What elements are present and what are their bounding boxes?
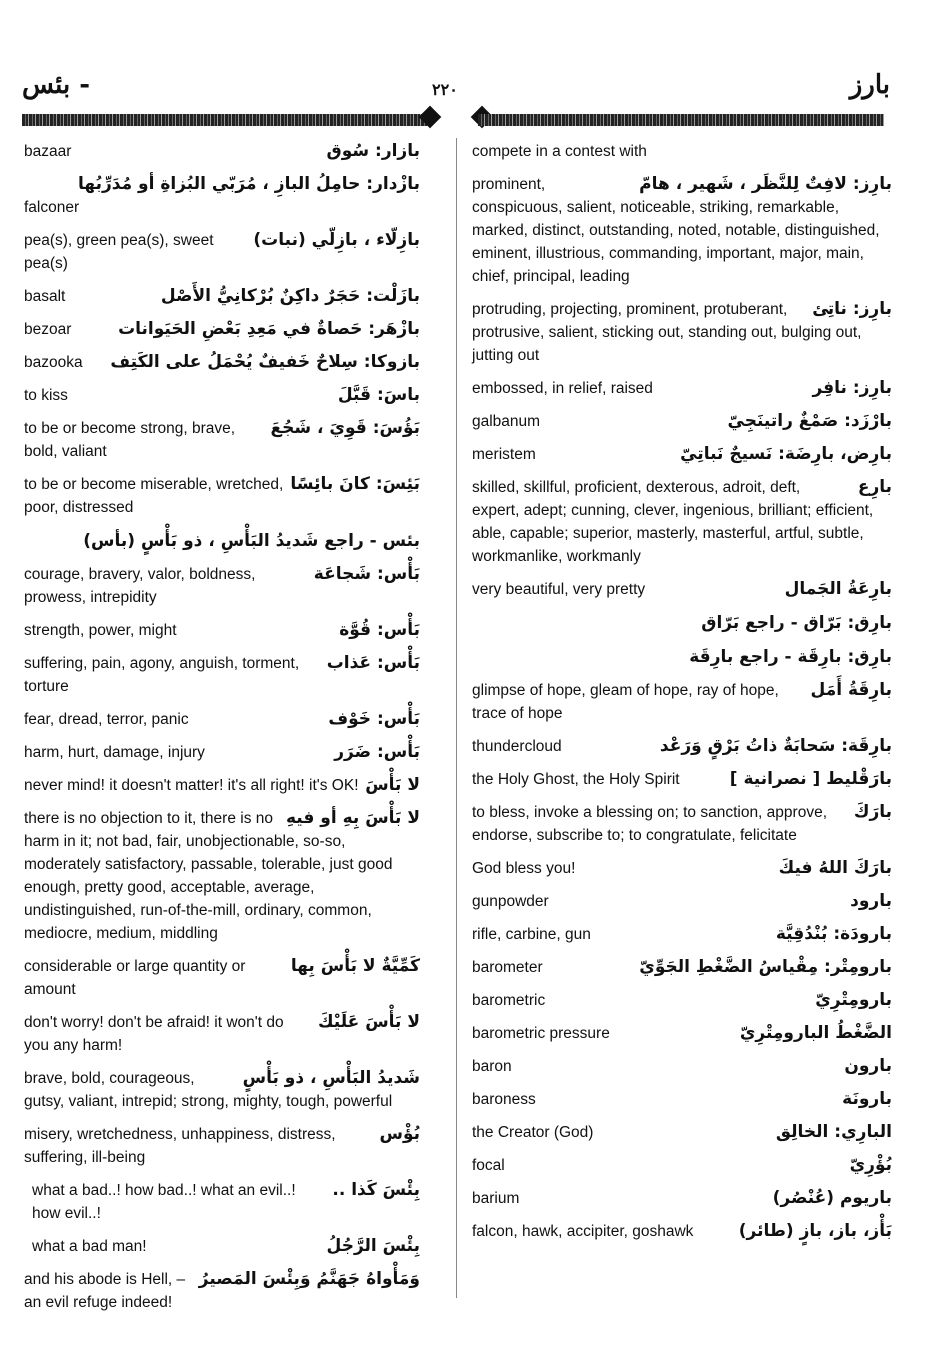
arabic-headword: الضَّغْطُ البارومِتْرِيّ <box>739 1023 892 1043</box>
dictionary-entry-arabic: بارِق: بَرّاق - راجع بَرّاق <box>701 613 892 633</box>
english-definition: what a bad..! how bad..! what an evil..! how evil..! <box>32 1182 296 1222</box>
arabic-headword: بِئْسَ كَذا .. <box>332 1180 420 1200</box>
dictionary-entry <box>472 578 892 601</box>
column-divider <box>456 138 457 1298</box>
arabic-headword: بَأْس: خَوْف <box>328 709 420 729</box>
english-definition: don't worry! don't be afraid! it won't do you any harm! <box>24 1014 284 1054</box>
arabic-headword: شَديدُ البَأْسِ ، ذو بَأْسٍ <box>242 1068 420 1088</box>
dictionary-entry <box>472 735 892 758</box>
english-definition: suffering, pain, agony, anguish, torment, torture <box>24 655 300 695</box>
arabic-headword: لا بَأْسَ <box>365 775 420 795</box>
arabic-headword: بارِض، بارِضَة: نَسيجٌ نَباتِيّ <box>680 444 892 464</box>
english-definition: falconer <box>24 199 80 216</box>
dictionary-entry-arabic: بارِق: بارِقَة - راجع بارِقَة <box>689 647 892 667</box>
dictionary-entry <box>24 318 420 341</box>
english-definition: thundercloud <box>472 738 562 755</box>
english-definition: gunpowder <box>472 893 549 910</box>
english-definition: God bless you! <box>472 860 576 877</box>
arabic-headword: بارَقْليط [ نصرانية ] <box>729 769 892 789</box>
dictionary-entry-arabic: بئس - راجع شَديدُ البَأْسِ ، ذو بَأْسٍ (بأس) <box>83 531 420 551</box>
dictionary-entry <box>24 741 420 764</box>
dictionary-entry <box>472 443 892 466</box>
dictionary-entry <box>24 708 420 731</box>
arabic-headword: بُؤْرِيّ <box>849 1155 892 1175</box>
arabic-headword: بارومِتْرِيّ <box>815 990 892 1010</box>
dictionary-entry <box>472 857 892 880</box>
english-definition: to kiss <box>24 387 68 404</box>
dictionary-entry <box>24 140 420 163</box>
dictionary-entry <box>472 1055 892 1078</box>
arabic-headword: بازَلْت: حَجَرٌ داكِنٌ بُرْكانِيُّ الأَصْل <box>160 286 420 306</box>
english-definition: glimpse of hope, gleam of hope, ray of hope, trace of hope <box>472 682 779 722</box>
dictionary-entry <box>24 652 420 698</box>
arabic-headword: بِئْسَ الرَّجُلُ <box>326 1236 420 1256</box>
dictionary-entry <box>24 417 420 463</box>
dictionary-entry <box>472 1088 892 1111</box>
arabic-headword: بارِز: ناتِئ <box>812 299 892 319</box>
dictionary-entry <box>24 1179 420 1225</box>
dictionary-entry <box>472 801 892 847</box>
arabic-headword: بَأْز، باز، بازٍ (طائر) <box>738 1221 892 1241</box>
dictionary-entry <box>24 351 420 374</box>
english-definition: baron <box>472 1058 512 1075</box>
english-definition: what a bad man! <box>32 1238 147 1255</box>
dictionary-entry <box>472 1220 892 1243</box>
header-right-word: بارز <box>849 70 890 100</box>
dictionary-entry <box>24 563 420 609</box>
arabic-headword: بارِقَةُ أَمَل <box>810 680 892 700</box>
dictionary-entry <box>24 285 420 308</box>
arabic-headword: لا بَأْسَ بِهِ أو فيهِ <box>285 808 420 828</box>
arabic-headword: بَأْس: قُوَّة <box>339 620 420 640</box>
english-definition: meristem <box>472 446 536 463</box>
dictionary-entry <box>24 1268 420 1314</box>
english-definition: barometric <box>472 992 546 1009</box>
arabic-headword: بارون <box>844 1056 892 1076</box>
english-definition: basalt <box>24 288 66 305</box>
english-definition: never mind! it doesn't matter! it's all right! it's OK! <box>24 777 359 794</box>
arabic-headword: بارِعَةُ الجَمال <box>784 579 892 599</box>
dictionary-entry <box>472 1121 892 1144</box>
arabic-headword: بازوكا: سِلاحٌ خَفيفٌ يُحْمَلُ على الكَتِف <box>110 352 420 372</box>
english-definition: bazaar <box>24 143 72 160</box>
english-definition: baroness <box>472 1091 536 1108</box>
arabic-headword: بَأْس: شَجاعَة <box>313 564 420 584</box>
english-definition: barium <box>472 1190 520 1207</box>
page-number: ٢٢٠ <box>432 80 458 99</box>
arabic-headword: بارِع <box>857 477 892 497</box>
english-definition: the Creator (God) <box>472 1124 594 1141</box>
dictionary-entry <box>472 1022 892 1045</box>
dictionary-entry <box>472 377 892 400</box>
english-definition: strength, power, might <box>24 622 177 639</box>
arabic-headword: بارَكَ اللهُ فيكَ <box>778 858 892 878</box>
english-definition: courage, bravery, valor, boldness, prowess, intrepidity <box>24 566 256 606</box>
english-definition: harm, hurt, damage, injury <box>24 744 205 761</box>
arabic-headword: بازار: سُوق <box>326 141 420 161</box>
arabic-headword: بازْدار: حامِلُ البازِ ، مُرَبّي البُزاةِ أو مُدَرِّبُها <box>77 174 420 194</box>
english-definition: bazooka <box>24 354 83 371</box>
english-definition: the Holy Ghost, the Holy Spirit <box>472 771 680 788</box>
english-definition: bezoar <box>24 321 72 338</box>
dictionary-entry <box>24 1011 420 1057</box>
english-definition: brave, bold, courageous, gutsy, valiant, intrepid; strong, mighty, tough, powerful <box>24 1070 393 1110</box>
dictionary-entry <box>472 1154 892 1177</box>
arabic-headword: بارِز: نافِر <box>812 378 892 398</box>
arabic-headword: بارْزَد: صَمْغٌ راتينَجِيّ <box>727 411 892 431</box>
arabic-headword: بازِلّاء ، بازِلّي (نبات) <box>253 230 420 250</box>
dictionary-entry <box>24 473 420 519</box>
dictionary-entry <box>24 774 420 797</box>
english-definition: fear, dread, terror, panic <box>24 711 189 728</box>
english-definition: to be or become miserable, wretched, poor, distressed <box>24 476 284 516</box>
dictionary-entry <box>24 173 420 219</box>
arabic-headword: وَمَأْواهُ جَهَنَّمُ وَبِئْسَ المَصيرُ <box>198 1269 420 1289</box>
arabic-headword: بَأْس: عَذاب <box>326 653 420 673</box>
dictionary-entry <box>472 1187 892 1210</box>
dictionary-entry <box>24 384 420 407</box>
dictionary-entry <box>24 229 420 275</box>
english-definition: galbanum <box>472 413 541 430</box>
english-definition: barometric pressure <box>472 1025 610 1042</box>
dictionary-entry <box>24 1067 420 1113</box>
english-definition: rifle, carbine, gun <box>472 926 591 943</box>
arabic-headword: بارودَة: بُنْدُقِيَّة <box>775 924 892 944</box>
english-definition: embossed, in relief, raised <box>472 380 653 397</box>
arabic-headword: بَئِسَ: كانَ بائِسًا <box>290 474 420 494</box>
dictionary-entry <box>24 1235 420 1258</box>
english-definition: protruding, projecting, prominent, protuberant, protrusive, salient, sticking out, standing out, bulging out, jutting out <box>472 301 862 364</box>
dictionary-entry <box>472 923 892 946</box>
dictionary-entry <box>24 807 420 945</box>
header-left-word: بئس - <box>22 70 91 100</box>
english-definition: pea(s), green pea(s), sweet pea(s) <box>24 232 214 272</box>
dictionary-entry <box>472 956 892 979</box>
dictionary-entry <box>472 298 892 367</box>
english-definition: falcon, hawk, accipiter, goshawk <box>472 1223 694 1240</box>
arabic-headword: باريوم (عُنْصُر) <box>772 1188 892 1208</box>
dictionary-entry <box>24 955 420 1001</box>
dictionary-entry <box>472 173 892 288</box>
left-column <box>24 140 420 1324</box>
arabic-headword: بارونَة <box>842 1089 892 1109</box>
english-definition: and his abode is Hell, – an evil refuge indeed! <box>24 1271 186 1311</box>
english-definition: very beautiful, very pretty <box>472 581 646 598</box>
dictionary-entry <box>472 768 892 791</box>
arabic-headword: بارود <box>850 891 892 911</box>
dictionary-entry <box>472 679 892 725</box>
english-definition: to bless, invoke a blessing on; to sanction, approve, endorse, subscribe to; to congratulate, felicitate <box>472 804 827 844</box>
dictionary-entry <box>472 410 892 433</box>
dictionary-entry <box>472 890 892 913</box>
dictionary-entry <box>472 476 892 568</box>
english-definition: barometer <box>472 959 543 976</box>
english-definition: there is no objection to it, there is no harm in it; not bad, fair, unobjectionable, so-so, moderately satisfactory, passable, tolerable, just good enough, pretty good, acceptable, average, undistinguished, run-of-the-mill, ordinary, common, mediocre, medium, middling <box>24 810 393 942</box>
dictionary-entry <box>472 989 892 1012</box>
english-definition: focal <box>472 1157 505 1174</box>
arabic-headword: بازْهَر: حَصاةٌ في مَعِدِ بَعْضِ الحَيَوانات <box>118 319 420 339</box>
english-definition: skilled, skillful, proficient, dexterous, adroit, deft, expert, adept; cunning, clever, ingenious, brilliant; efficient, able, capable; superior, masterly, masterful, artful, subtle, workmanlike, workmanly <box>472 479 874 565</box>
arabic-headword: بَؤُسَ: قَوِيَ ، شَجُعَ <box>270 418 420 438</box>
arabic-headword: بارومِتْر: مِقْياسُ الضَّغْطِ الجَوِّيّ <box>639 957 892 977</box>
arabic-headword: كَمِّيَّةٌ لا بَأْسَ بِها <box>290 956 420 976</box>
english-definition: compete in a contest with <box>472 143 647 160</box>
arabic-headword: بارِقَة: سَحابَةٌ ذاتُ بَرْقٍ وَرَعْد <box>659 736 892 756</box>
arabic-headword: بُؤْس <box>379 1124 420 1144</box>
arabic-headword: بَأْس: ضَرَر <box>334 742 420 762</box>
right-column <box>472 140 892 1253</box>
arabic-headword: بارِز: لافِتٌ لِلنَّظَر ، شَهير ، هامّ <box>639 174 892 194</box>
english-definition: misery, wretchedness, unhappiness, distress, suffering, ill-being <box>24 1126 336 1166</box>
english-definition: considerable or large quantity or amount <box>24 958 246 998</box>
dictionary-entry <box>24 1123 420 1169</box>
arabic-headword: باسَ: قَبَّلَ <box>337 385 420 405</box>
english-definition: to be or become strong, brave, bold, valiant <box>24 420 236 460</box>
header-rule-right <box>478 114 884 126</box>
english-definition: prominent, conspicuous, salient, noticeable, striking, remarkable, marked, distinct, outstanding, noted, notable, distinguished, eminent, illustrious, commanding, important, major, main, chief, principal, leading <box>472 176 880 285</box>
arabic-headword: لا بَأْسَ عَلَيْكَ <box>317 1012 420 1032</box>
arabic-headword: بارَكَ <box>853 802 892 822</box>
arabic-headword: البارِي: الخالِق <box>775 1122 892 1142</box>
dictionary-entry <box>24 619 420 642</box>
dictionary-entry <box>472 140 892 163</box>
header-rule-left <box>22 114 432 126</box>
